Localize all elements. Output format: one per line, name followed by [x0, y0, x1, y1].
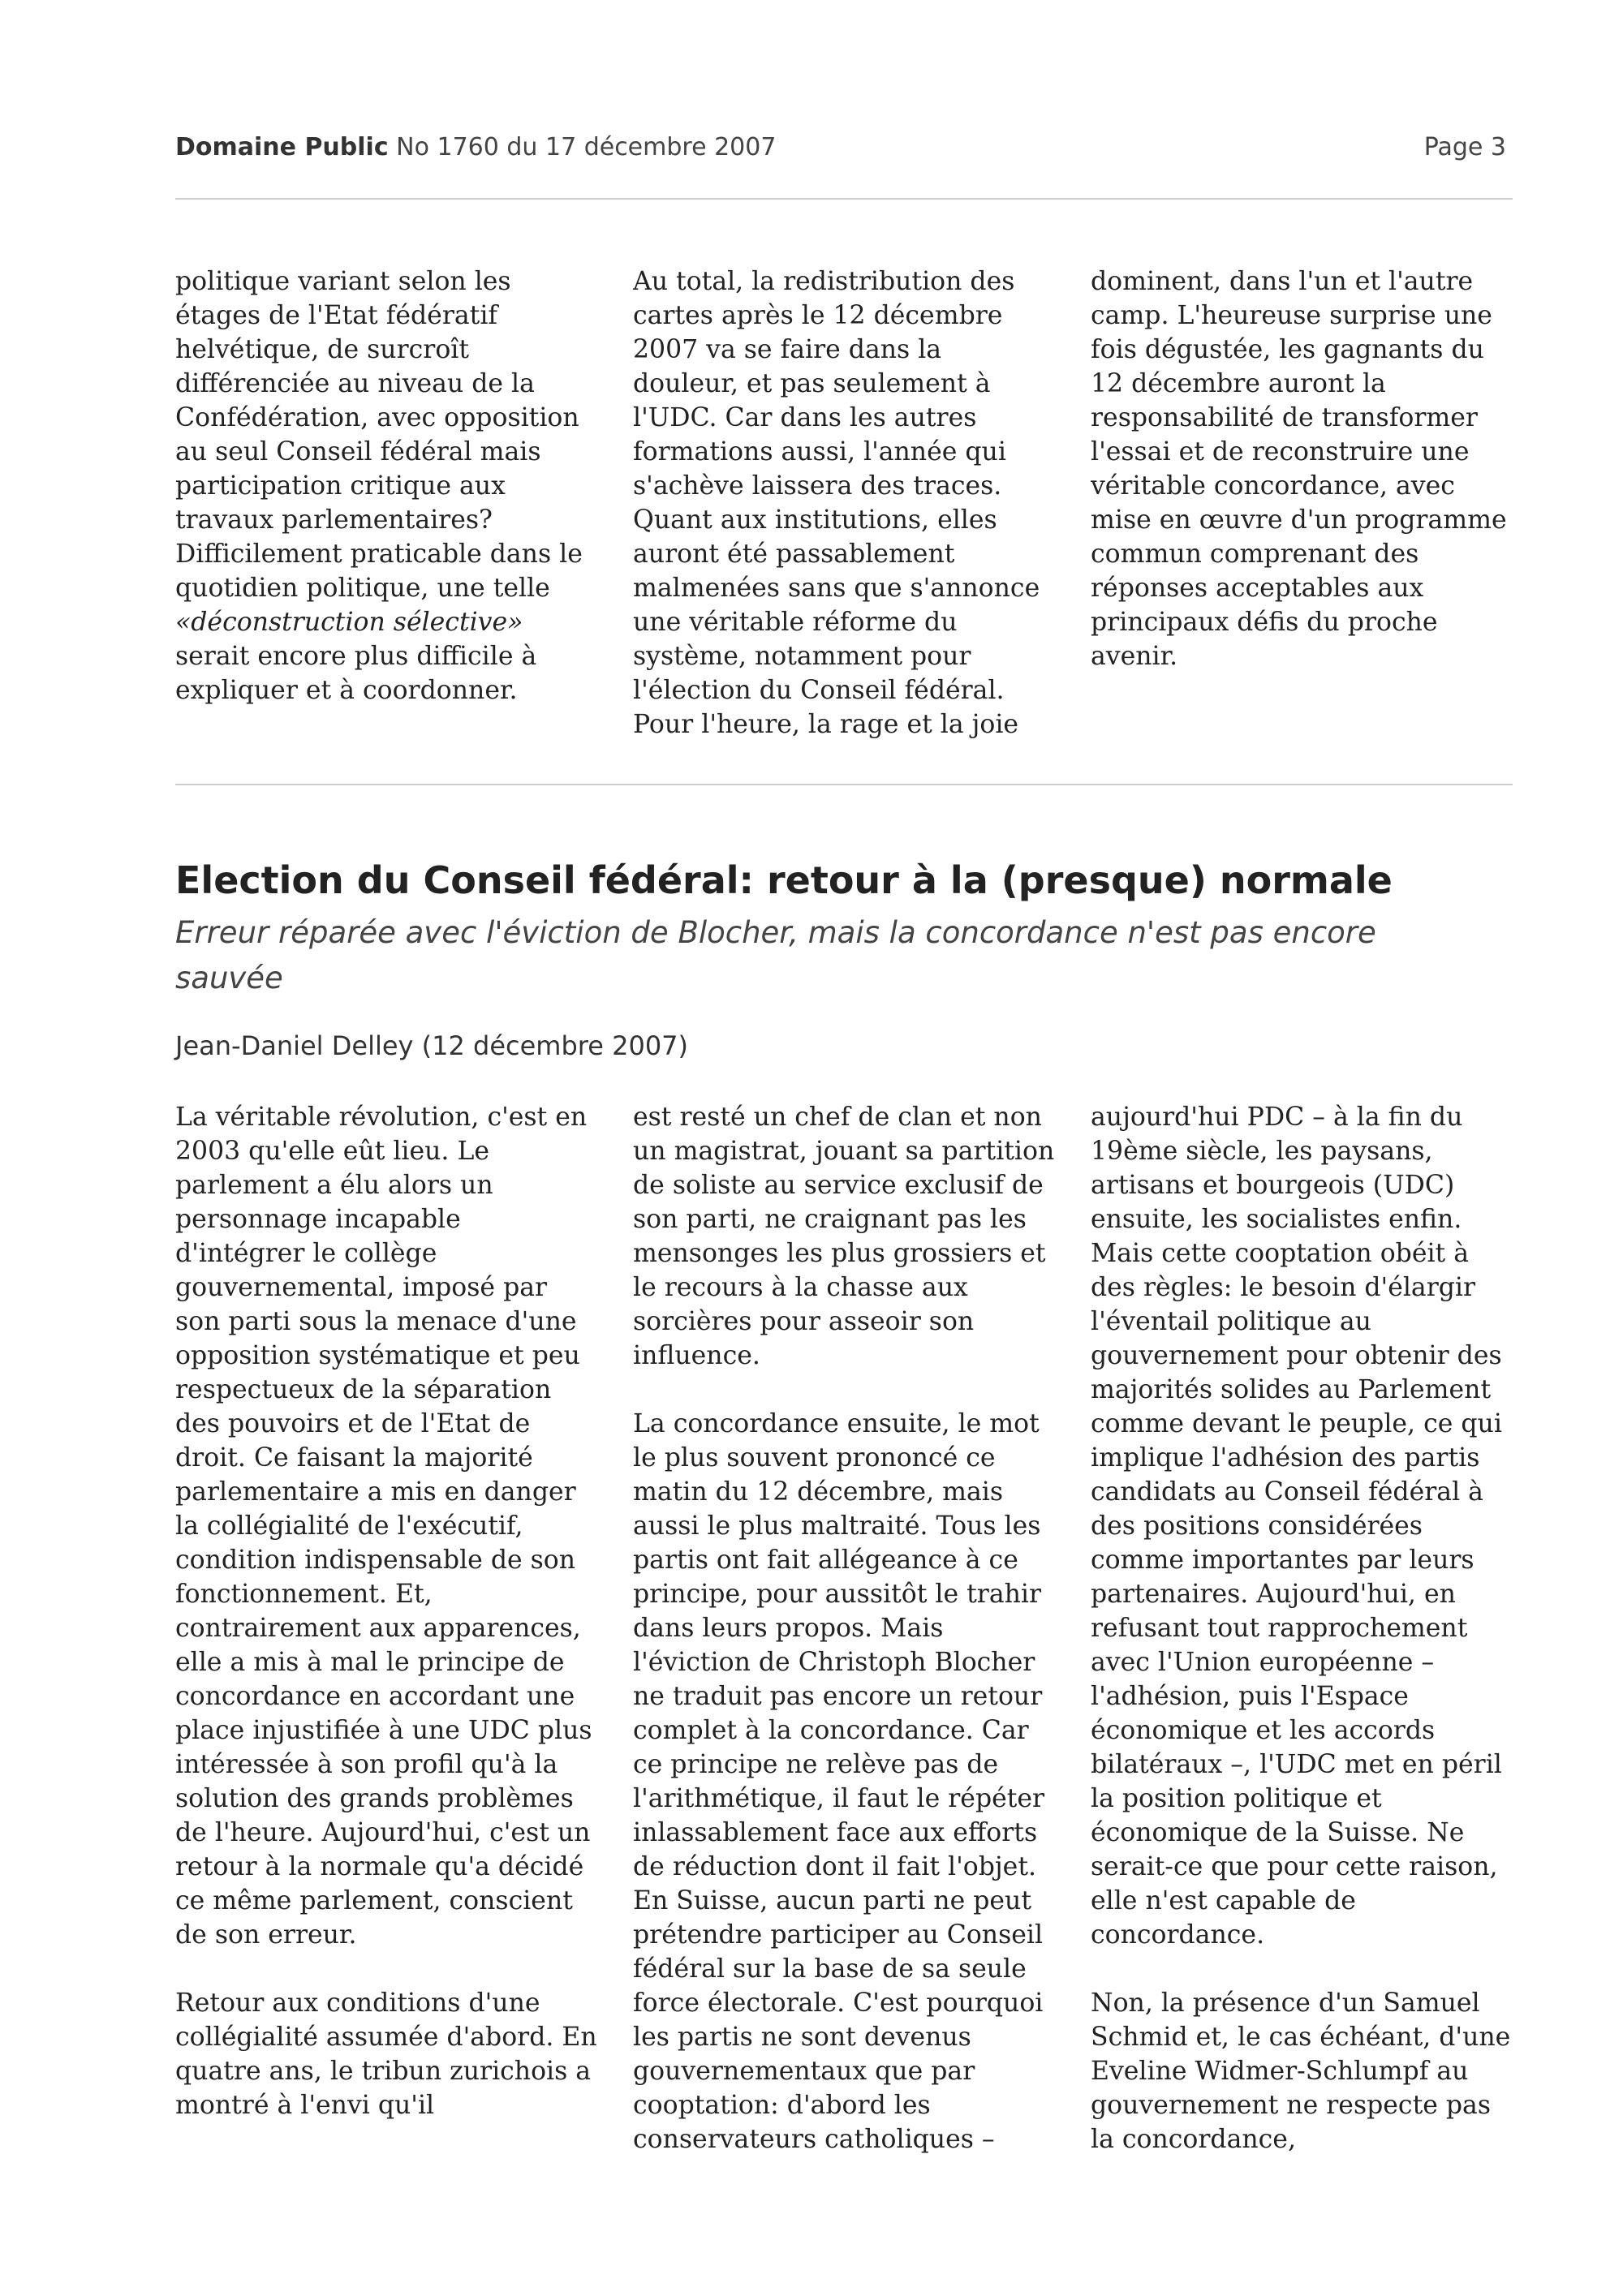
article-byline: Jean-Daniel Delley (12 décembre 2007)	[175, 1030, 689, 1061]
paragraph: Non, la présence d'un Samuel Schmid et, le cas échéant, d'une Eveline Widmer-Schlumpf au gouvernement ne respecte pas la concordance,	[1091, 1989, 1511, 2154]
article-column-2	[633, 1100, 1055, 2156]
page-header	[175, 133, 1506, 170]
header-divider	[175, 198, 1513, 200]
article-divider	[175, 784, 1513, 785]
paragraph: Au total, la redistribution des cartes après le 12 décembre 2007 va se faire dans la douleur, et pas seulement à l'UDC. Car dans les autres formations aussi, l'année qui s'achève laissera des traces. Quant aux institutions, elles auront été passablement malmenées sans que s'annonce une véritable réforme du système, notamment pour l'élection du Conseil fédéral. Pour l'heure, la rage et la joie	[633, 267, 1040, 739]
article-columns	[175, 1100, 1522, 2156]
paragraph: politique variant selon les étages de l'Etat fédératif helvétique, de surcroît différenciée au niveau de la Confédération, avec opposition au seul Conseil fédéral mais participation critique aux travaux parlementaires? Difficilement praticable dans le quotidien politique, une telle «déconstruction sélective» serait encore plus difficile à expliquer et à coordonner.	[175, 267, 583, 705]
previous-article-column-1	[175, 264, 597, 742]
article-column-3	[1091, 1100, 1513, 2156]
paragraph: aujourd'hui PDC – à la fin du 19ème siècle, les paysans, artisans et bourgeois (UDC) ensuite, les socialistes enfin. Mais cette cooptation obéit à des règles: le besoin d'élargir l'éventail politique au gouvernement pour obtenir des majorités solides au Parlement comme devant le peuple, ce qui implique l'adhésion des partis candidats au Conseil fédéral à des positions considérées comme importantes par leurs partenaires. Aujourd'hui, en refusant tout rapprochement avec l'Union européenne – l'adhésion, puis l'Espace économique et les accords bilatéraux –, l'UDC met en péril la position politique et économique de la Suisse. Ne serait-ce que pour cette raison, elle n'est capable de concordance.	[1091, 1103, 1502, 1950]
page-number: Page 3	[1423, 133, 1506, 161]
paragraph: dominent, dans l'un et l'autre camp. L'heureuse surprise une fois dégustée, les gagnants du 12 décembre auront la responsabilité de transformer l'essai et de reconstruire une véritable concordance, avec mise en œuvre d'un programme commun comprenant des réponses acceptables aux principaux défis du proche avenir.	[1091, 267, 1507, 671]
previous-article-column-3	[1091, 264, 1513, 742]
publication-name: Domaine Public	[175, 133, 389, 161]
previous-article-column-2	[633, 264, 1055, 742]
header-publication-line	[175, 133, 776, 161]
issue-info: No 1760 du 17 décembre 2007	[396, 133, 777, 161]
paragraph: Retour aux conditions d'une collégialité assumée d'abord. En quatre ans, le tribun zurichois a montré à l'envi qu'il	[175, 1989, 597, 2120]
paragraph: est resté un chef de clan et non un magistrat, jouant sa partition de soliste au service exclusif de son parti, ne craignant pas les mensonges les plus grossiers et le recours à la chasse aux sorcières pour asseoir son influence.	[633, 1103, 1055, 1370]
paragraph: La concordance ensuite, le mot le plus souvent prononcé ce matin du 12 décembre, mais aussi le plus maltraité. Tous les partis ont fait allégeance à ce principe, pour aussitôt le trahir dans leurs propos. Mais l'éviction de Christoph Blocher ne traduit pas encore un retour complet à la concordance. Car ce principe ne relève pas de l'arithmétique, il faut le répéter inlassablement face aux efforts de réduction dont il fait l'objet. En Suisse, aucun parti ne peut prétendre participer au Conseil fédéral sur la base de sa seule force électorale. C'est pourquoi les partis ne sont devenus gouvernementaux que par cooptation: d'abord les conservateurs catholiques –	[633, 1409, 1045, 2154]
article-subtitle: Erreur réparée avec l'éviction de Blocher, mais la concordance n'est pas encore sauvée	[175, 915, 1376, 995]
article-column-1	[175, 1100, 597, 2156]
article-title: Election du Conseil fédéral: retour à la (presque) normale	[175, 858, 1393, 902]
emphasis-quote: «déconstruction sélective»	[175, 608, 523, 637]
paragraph: La véritable révolution, c'est en 2003 qu'elle eût lieu. Le parlement a élu alors un personnage incapable d'intégrer le collège gouvernemental, imposé par son parti sous la menace d'une opposition systématique et peu respectueux de la séparation des pouvoirs et de l'Etat de droit. Ce faisant la majorité parlementaire a mis en danger la collégialité de l'exécutif, condition indispensable de son fonctionnement. Et, contrairement aux apparences, elle a mis à mal le principe de concordance en accordant une place injustifiée à une UDC plus intéressée à son profil qu'à la solution des grands problèmes de l'heure. Aujourd'hui, c'est un retour à la normale qu'a décidé ce même parlement, conscient de son erreur.	[175, 1103, 592, 1950]
previous-article-columns	[175, 264, 1522, 742]
